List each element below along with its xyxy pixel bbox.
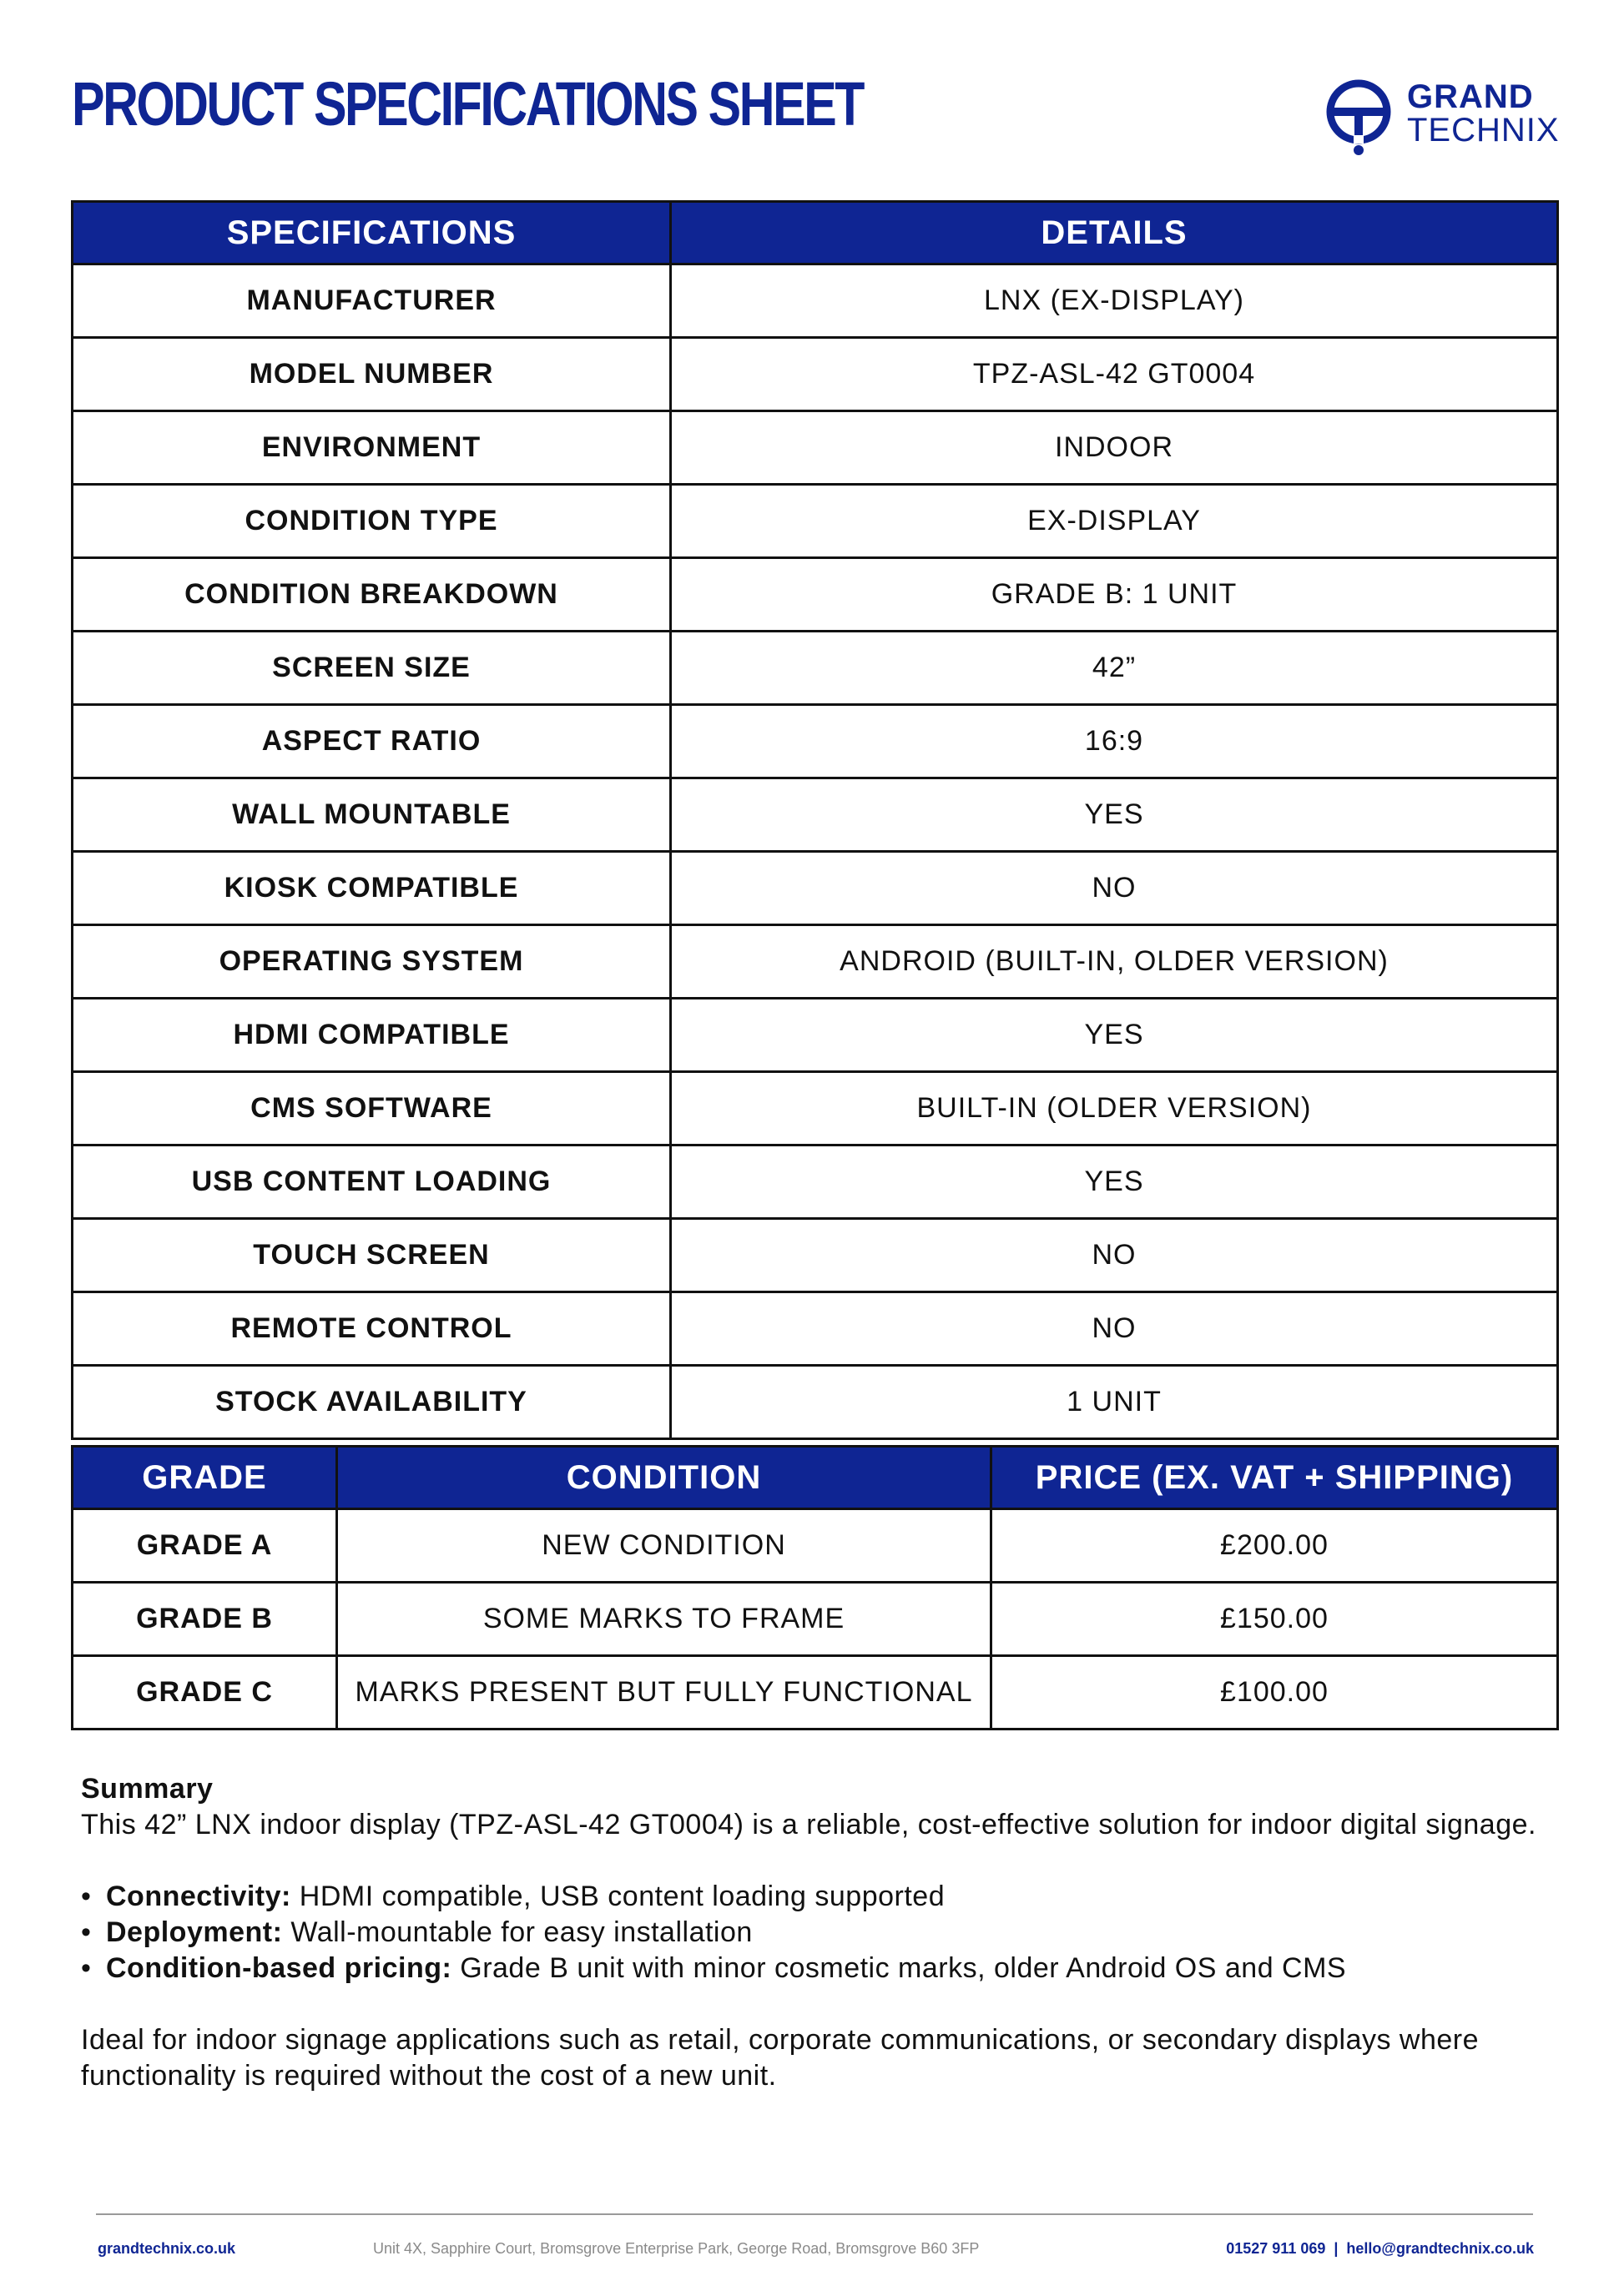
spec-value: NO: [671, 1292, 1558, 1366]
bullet-label: Deployment:: [106, 1916, 283, 1948]
spec-key: KIOSK COMPATIBLE: [73, 852, 671, 925]
spec-key: CMS SOFTWARE: [73, 1072, 671, 1145]
footer-website-link[interactable]: grandtechnix.co.uk: [98, 2240, 236, 2257]
summary-closing: Ideal for indoor signage applications such as retail, corporate communications, or secondary displays where functionality is required without the cost of a new unit.: [81, 2024, 1480, 2092]
spec-value: 42”: [671, 632, 1558, 705]
spec-value: NO: [671, 1219, 1558, 1292]
spec-key: ASPECT RATIO: [73, 705, 671, 778]
column-header-specifications: SPECIFICATIONS: [73, 202, 671, 264]
spec-value: ANDROID (BUILT-IN, OLDER VERSION): [671, 925, 1558, 999]
table-row: [73, 264, 1558, 338]
spec-value: YES: [671, 1145, 1558, 1219]
grade-cell: GRADE C: [73, 1656, 337, 1730]
logo-text-technix: TECHNIX: [1407, 112, 1560, 149]
spec-value: YES: [671, 999, 1558, 1072]
price-cell: £150.00: [991, 1583, 1558, 1656]
table-row: [73, 925, 1558, 999]
table-row: [73, 411, 1558, 485]
spec-value: GRADE B: 1 UNIT: [671, 558, 1558, 632]
spec-key: CONDITION TYPE: [73, 485, 671, 558]
footer-divider: [96, 2213, 1533, 2215]
table-row: [73, 999, 1558, 1072]
footer-contact[interactable]: 01527 911 069 | hello@grandtechnix.co.uk: [1226, 2240, 1534, 2257]
price-cell: £200.00: [991, 1509, 1558, 1583]
grand-technix-logo-icon: [1324, 77, 1399, 157]
footer-address: Unit 4X, Sapphire Court, Bromsgrove Enterprise Park, George Road, Bromsgrove B60 3FP: [373, 2240, 980, 2257]
spec-key: SCREEN SIZE: [73, 632, 671, 705]
spec-key: CONDITION BREAKDOWN: [73, 558, 671, 632]
spec-key: OPERATING SYSTEM: [73, 925, 671, 999]
list-item: [81, 1951, 1550, 1986]
table-row: [73, 1583, 1558, 1656]
bullet-text: Wall-mountable for easy installation: [282, 1916, 753, 1948]
table-row: [73, 1656, 1558, 1730]
condition-cell: MARKS PRESENT BUT FULLY FUNCTIONAL: [337, 1656, 991, 1730]
spec-value: BUILT-IN (OLDER VERSION): [671, 1072, 1558, 1145]
spec-value: NO: [671, 852, 1558, 925]
table-row: [73, 338, 1558, 411]
bullet-label: Condition-based pricing:: [106, 1952, 452, 1984]
spec-value: INDOOR: [671, 411, 1558, 485]
table-row: [73, 1509, 1558, 1583]
column-header-condition: CONDITION: [337, 1447, 991, 1509]
list-item: [81, 1879, 1550, 1915]
page-title: PRODUCT SPECIFICATIONS SHEET: [72, 69, 864, 138]
brand-logo: [1324, 77, 1560, 157]
spec-key: TOUCH SCREEN: [73, 1219, 671, 1292]
table-row: [73, 1072, 1558, 1145]
table-row: [73, 852, 1558, 925]
logo-text-grand: GRAND: [1407, 78, 1534, 115]
table-header-row: [73, 202, 1558, 264]
spec-value: 1 UNIT: [671, 1366, 1558, 1439]
spec-key: REMOTE CONTROL: [73, 1292, 671, 1366]
price-cell: £100.00: [991, 1656, 1558, 1730]
spec-key: ENVIRONMENT: [73, 411, 671, 485]
spec-key: MANUFACTURER: [73, 264, 671, 338]
column-header-grade: GRADE: [73, 1447, 337, 1509]
summary-intro: This 42” LNX indoor display (TPZ-ASL-42 GT0004) is a reliable, cost-effective solution for indoor digital signage.: [81, 1809, 1536, 1840]
spec-value: TPZ-ASL-42 GT0004: [671, 338, 1558, 411]
condition-cell: SOME MARKS TO FRAME: [337, 1583, 991, 1656]
summary-section: [81, 1771, 1550, 2094]
spec-key: HDMI COMPATIBLE: [73, 999, 671, 1072]
spec-value: LNX (EX-DISPLAY): [671, 264, 1558, 338]
table-row: [73, 1219, 1558, 1292]
grade-cell: GRADE B: [73, 1583, 337, 1656]
table-row: [73, 558, 1558, 632]
spec-value: 16:9: [671, 705, 1558, 778]
bullet-label: Connectivity:: [106, 1881, 291, 1912]
spec-value: EX-DISPLAY: [671, 485, 1558, 558]
specifications-table: [71, 200, 1559, 1440]
spec-key: STOCK AVAILABILITY: [73, 1366, 671, 1439]
grade-pricing-table: [71, 1445, 1559, 1730]
grade-cell: GRADE A: [73, 1509, 337, 1583]
summary-heading: Summary: [81, 1773, 214, 1805]
bullet-text: HDMI compatible, USB content loading supported: [290, 1881, 946, 1912]
condition-cell: NEW CONDITION: [337, 1509, 991, 1583]
table-row: [73, 1292, 1558, 1366]
summary-bullets: [81, 1879, 1550, 1986]
table-row: [73, 632, 1558, 705]
column-header-details: DETAILS: [671, 202, 1558, 264]
table-row: [73, 1145, 1558, 1219]
table-row: [73, 778, 1558, 852]
list-item: [81, 1915, 1550, 1951]
column-header-price: PRICE (EX. VAT + SHIPPING): [991, 1447, 1558, 1509]
spec-key: MODEL NUMBER: [73, 338, 671, 411]
spec-key: WALL MOUNTABLE: [73, 778, 671, 852]
table-header-row: [73, 1447, 1558, 1509]
table-row: [73, 485, 1558, 558]
bullet-text: Grade B unit with minor cosmetic marks, older Android OS and CMS: [451, 1952, 1347, 1984]
table-row: [73, 705, 1558, 778]
spec-key: USB CONTENT LOADING: [73, 1145, 671, 1219]
table-row: [73, 1366, 1558, 1439]
spec-value: YES: [671, 778, 1558, 852]
